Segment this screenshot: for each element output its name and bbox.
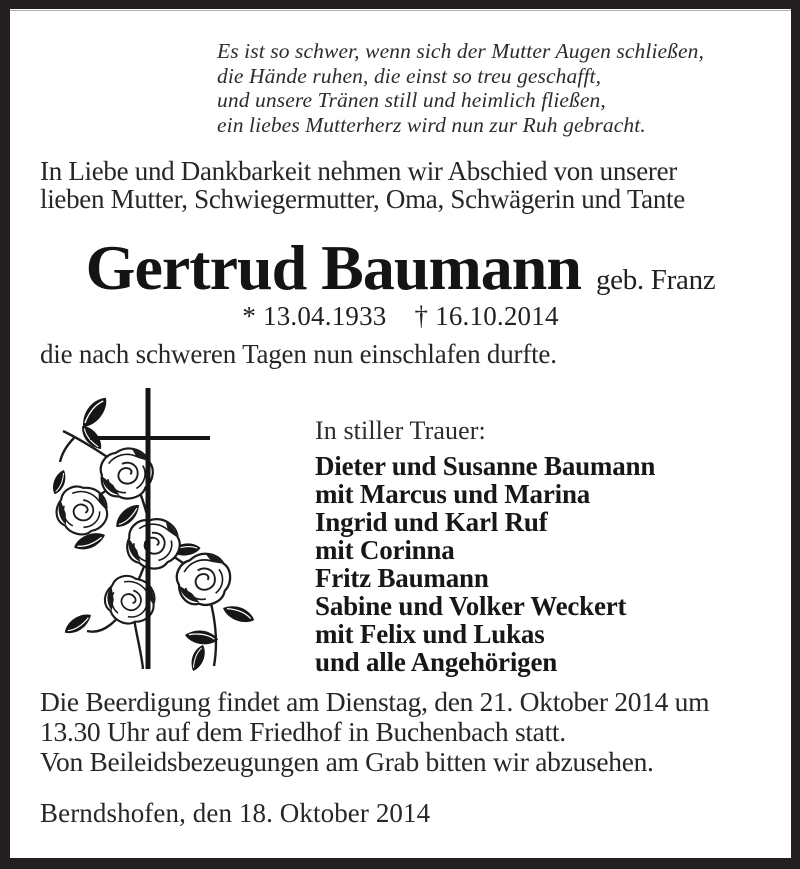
maiden-name: geb. Franz bbox=[595, 264, 716, 296]
mourner-name: Dieter und Susanne Baumann bbox=[315, 451, 656, 481]
mourning-section bbox=[315, 416, 655, 676]
scan-artifact-line bbox=[10, 10, 791, 11]
memorial-poem bbox=[217, 39, 704, 137]
funeral-line: Die Beerdigung findet am Dienstag, den 21. Oktober 2014 um bbox=[40, 686, 710, 717]
funeral-line: 13.30 Uhr auf dem Friedhof in Buchenbach statt. bbox=[40, 716, 566, 747]
poem-line: Es ist so schwer, wenn sich der Mutter Augen schließen, bbox=[217, 39, 705, 63]
cross-and-roses-illustration bbox=[43, 383, 285, 675]
life-dates bbox=[10, 301, 791, 331]
closing-line: die nach schweren Tagen nun einschlafen durfte. bbox=[40, 339, 557, 369]
deceased-name-line bbox=[10, 233, 791, 303]
funeral-line: Von Beileidsbezeugungen am Grab bitten wir abzusehen. bbox=[40, 746, 654, 777]
mourner-name: Fritz Baumann bbox=[315, 563, 489, 593]
mourning-heading: In stiller Trauer: bbox=[315, 416, 486, 445]
mourner-name: Sabine und Volker Weckert bbox=[315, 591, 627, 621]
intro-line: In Liebe und Dankbarkeit nehmen wir Abschied von unserer bbox=[40, 156, 678, 186]
poem-line: und unsere Tränen still und heimlich fließen, bbox=[217, 88, 606, 112]
funeral-info bbox=[40, 687, 709, 777]
mourner-name: mit Corinna bbox=[315, 535, 455, 565]
rose-icon bbox=[51, 444, 237, 633]
place-and-date: Berndshofen, den 18. Oktober 2014 bbox=[40, 798, 431, 828]
poem-line: ein liebes Mutterherz wird nun zur Ruh gebracht. bbox=[217, 112, 646, 137]
birth-date: * 13.04.1933 bbox=[242, 301, 387, 331]
death-date: † 16.10.2014 bbox=[414, 301, 559, 331]
mourner-name: mit Marcus und Marina bbox=[315, 479, 591, 509]
poem-line: die Hände ruhen, die einst so treu geschafft, bbox=[217, 63, 602, 88]
mourner-name: mit Felix und Lukas bbox=[315, 619, 545, 649]
deceased-name: Gertrud Baumann bbox=[85, 232, 581, 303]
mourner-name: und alle Angehörigen bbox=[315, 647, 558, 677]
mourner-name: Ingrid und Karl Ruf bbox=[315, 507, 548, 537]
intro-line: lieben Mutter, Schwiegermutter, Oma, Schwägerin und Tante bbox=[40, 184, 685, 214]
farewell-intro bbox=[40, 157, 685, 213]
